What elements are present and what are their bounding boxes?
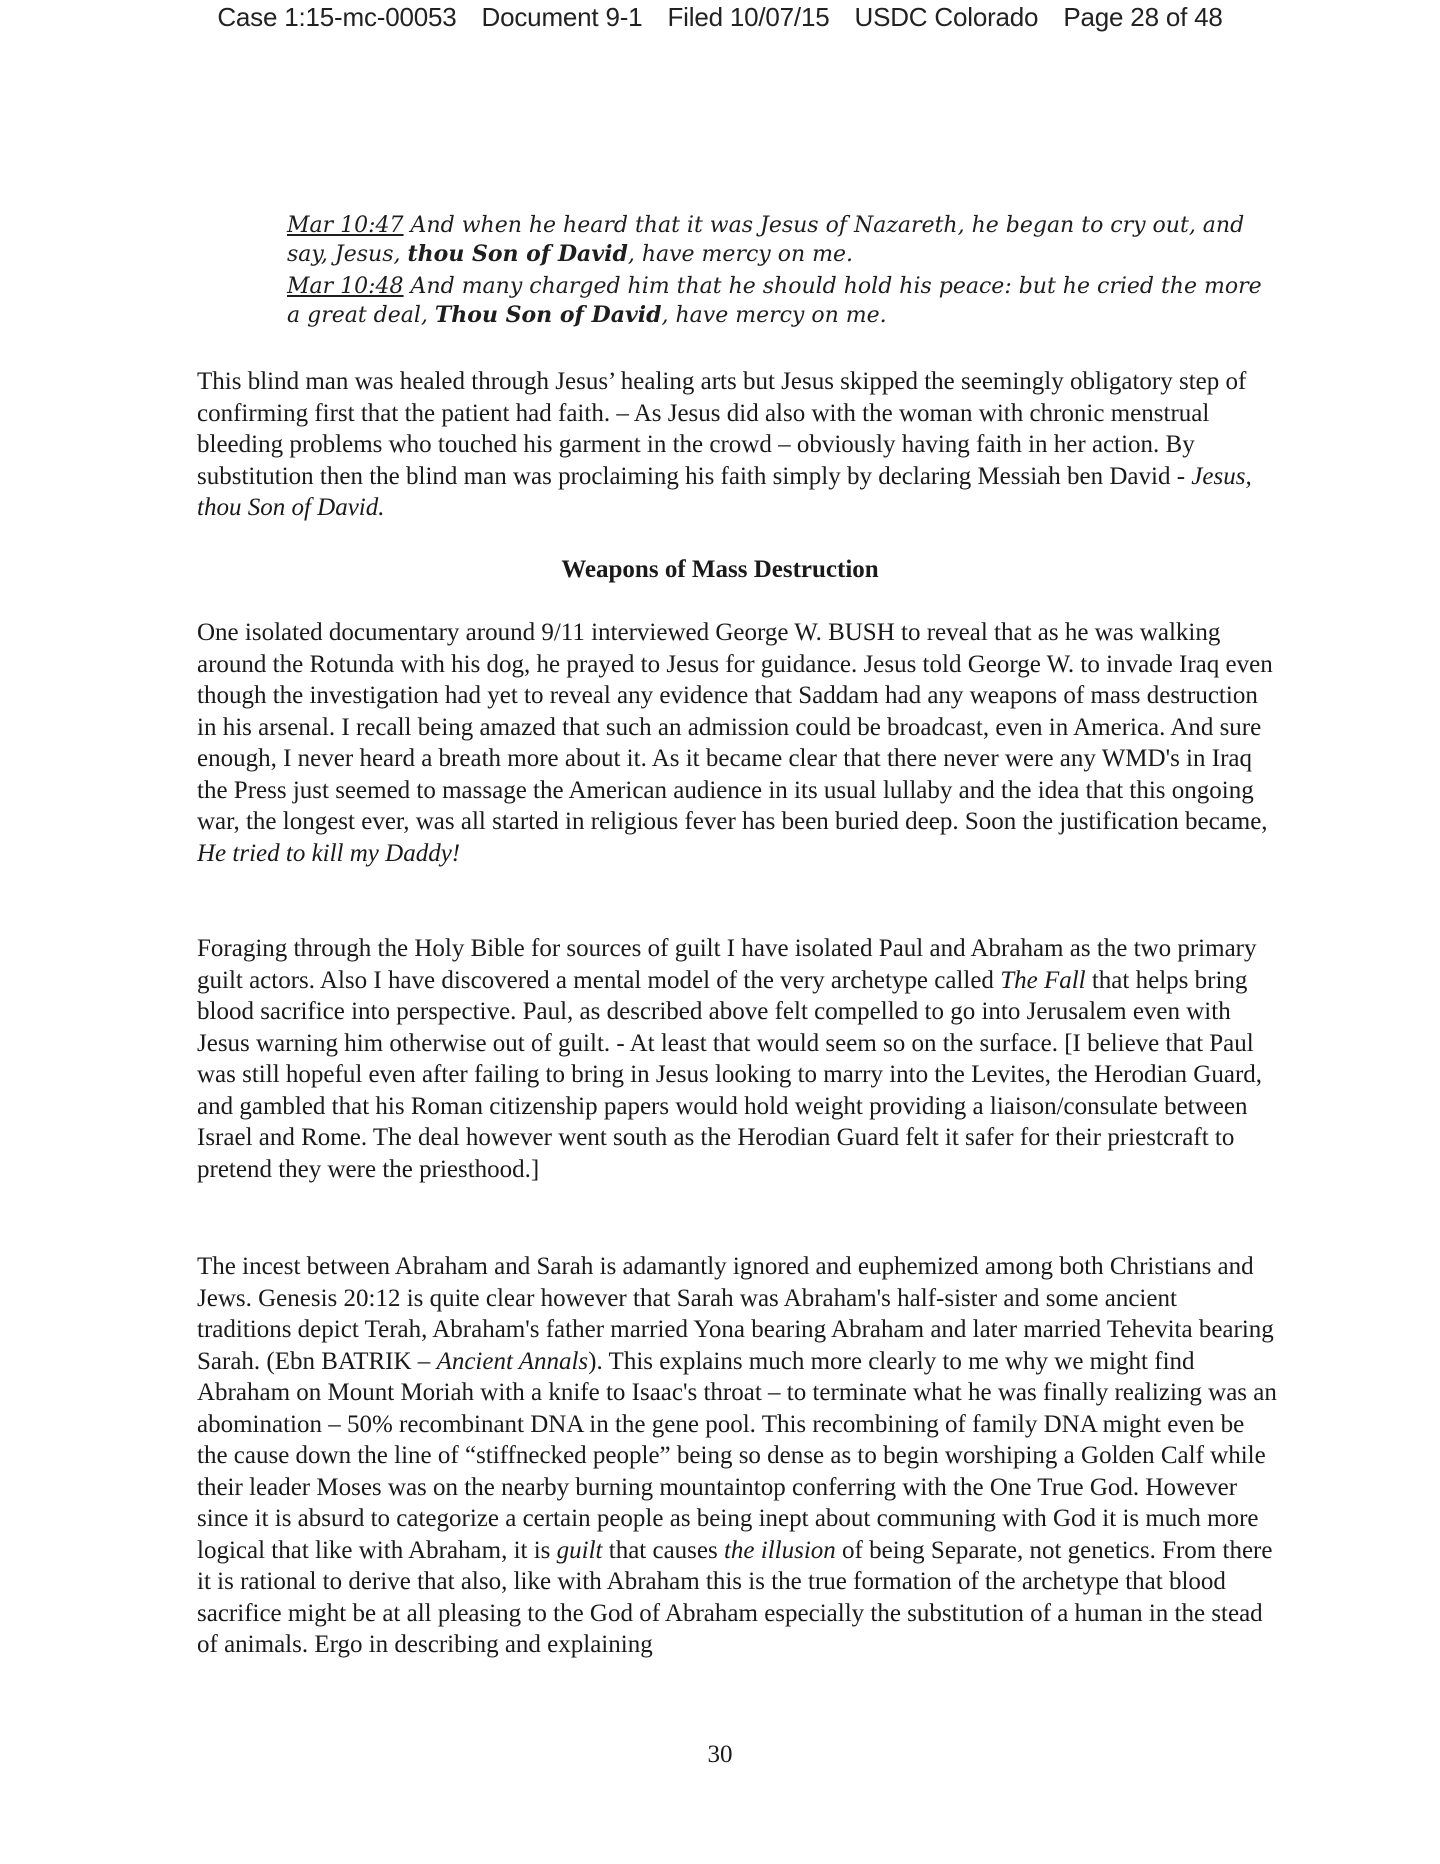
paragraph-italic: the illusion [723, 1536, 836, 1564]
paragraph-text: that helps bring blood sacrifice into perspective. Paul, as described above felt compelled to go into Jerusalem even with Jesus warning him otherwise out of guilt. - At least that would seem so on the surface. [I believe that Paul was still hopeful even after failing to bring in Jesus looking to marry into the Levites, the Herodian Guard, and gambled that his Roman citizenship papers would hold weight providing a liaison/consulate between Israel and Rome. The deal however went south as the Herodian Guard felt it safer for their priestcraft to pretend they were the priesthood.] [197, 966, 1263, 1183]
paragraph-blind-man [197, 366, 1277, 524]
page-number: 30 [707, 1741, 733, 1768]
scripture-reference: Mar 10:47 [287, 213, 404, 238]
quote-text: , have mercy on me. [627, 242, 853, 267]
scripture-quote-block [287, 212, 1277, 334]
paragraph-abraham-sarah [197, 1251, 1277, 1661]
court-name: USDC Colorado [854, 2, 1039, 32]
filed-date: Filed 10/07/15 [667, 2, 830, 32]
paragraph-text: ). This explains much more clearly to me why we might find Abraham on Mount Moriah with a knife to Isaac's throat – to terminate what he was finally realizing was an abomination – 50% recombinant DNA in the gene pool. This recombining of family DNA might even be the cause down the line of “stiffnecked people” being so dense as to begin worshiping a Golden Calf while their leader Moses was on the nearby burning mountaintop conferring with the One True God. However since it is absurd to categorize a certain people as being inept about communing with God it is much more logical that like with Abraham, it is [197, 1347, 1277, 1564]
paragraph-text: of being Separate, not genetics. From there it is rational to derive that also, like with Abraham this is the true formation of the archetype that blood sacrifice might be at all pleasing to the God of Abraham especially the substitution of a human in the stead of animals. Ergo in describing and explaining [197, 1536, 1273, 1658]
paragraph-italic: Jesus, thou Son of David. [197, 462, 1252, 521]
document-number: Document 9-1 [481, 2, 643, 32]
quote-text: , have mercy on me. [661, 303, 887, 328]
paragraph-italic: He tried to kill my Daddy! [197, 839, 461, 867]
scripture-quote [287, 273, 1277, 330]
paragraph-text: This blind man was healed through Jesus’ healing arts but Jesus skipped the seemingly obligatory step of confirming first that the patient had faith. – As Jesus did also with the woman with chronic menstrual bleeding problems who touched his garment in the crowd – obviously having faith in her action. By substitution then the blind man was proclaiming his faith simply by declaring Messiah ben David - [197, 368, 1247, 490]
quote-emphasis: thou Son of David [407, 241, 628, 267]
paragraph-text: that causes [602, 1536, 724, 1564]
quote-emphasis: Thou Son of David [434, 302, 662, 328]
quote-text: And many charged him that he should hold his peace: but he cried the more a great deal, [287, 274, 1262, 328]
paragraph-text: The incest between Abraham and Sarah is adamantly ignored and euphemized among both Christians and Jews. Genesis 20:12 is quite clear however that Sarah was Abraham's half-sister and some ancient traditions depict Terah, Abraham's father married Yona bearing Abraham and later married Tehevita bearing Sarah. (Ebn BATRIK – [197, 1253, 1274, 1375]
paragraph-italic: guilt [556, 1536, 603, 1564]
paragraph-guilt-actors [197, 933, 1277, 1185]
paragraph-text: Foraging through the Holy Bible for sources of guilt I have isolated Paul and Abraham as the two primary guilt actors. Also I have discovered a mental model of the very archetype called [197, 935, 1257, 994]
scripture-quote [287, 212, 1277, 269]
page-count: Page 28 of 48 [1063, 2, 1223, 32]
court-filing-header [0, 2, 1440, 33]
paragraph-italic: The Fall [1000, 966, 1086, 994]
case-number: Case 1:15-mc-00053 [217, 2, 457, 32]
section-heading: Weapons of Mass Destruction [561, 556, 879, 583]
scripture-reference: Mar 10:48 [287, 274, 404, 299]
paragraph-italic: Ancient Annals [436, 1347, 589, 1375]
quote-text: And when he heard that it was Jesus of Nazareth, he began to cry out, and say, Jesus, [287, 213, 1245, 267]
paragraph-wmd [197, 617, 1277, 869]
paragraph-text: One isolated documentary around 9/11 interviewed George W. BUSH to reveal that as he was walking around the Rotunda with his dog, he prayed to Jesus for guidance. Jesus told George W. to invade Iraq even though the investigation had yet to reveal any evidence that Saddam had any weapons of mass destruction in his arsenal. I recall being amazed that such an admission could be broadcast, even in America. And sure enough, I never heard a breath more about it. As it became clear that there never were any WMD's in Iraq the Press just seemed to massage the American audience in its usual lullaby and the idea that this ongoing war, the longest ever, was all started in religious fever has been buried deep. Soon the justification became, [197, 619, 1273, 835]
